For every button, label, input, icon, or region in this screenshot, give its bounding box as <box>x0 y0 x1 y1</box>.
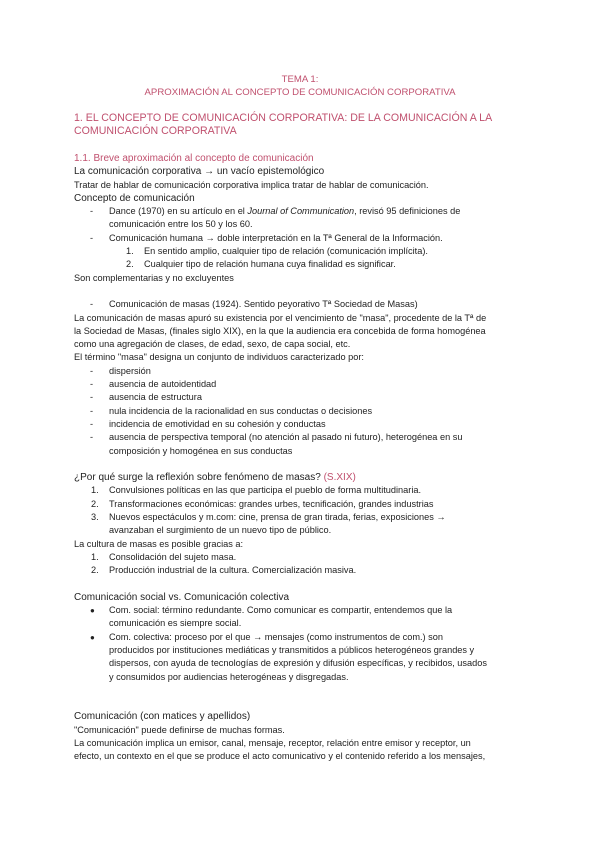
social-vs-line: Comunicación social vs. Comunicación colectiva <box>74 591 290 603</box>
dash-marker: - <box>90 206 94 217</box>
motivo-text: Transformaciones económicas: grandes urbes, tecnificación, grandes industrias <box>109 498 434 509</box>
complementarias-line: Son complementarias y no excluyentes <box>74 272 234 283</box>
dash-marker: - <box>90 432 94 443</box>
colectiva-text: Com. colectiva: proceso por el que → mensajes (como instrumentos de com.) son <box>109 631 443 642</box>
list-item <box>74 378 534 391</box>
implica-line-2: efecto, un contexto en el que se produce el acto comunicativo y el contenido referido a los mensajes, <box>74 751 486 762</box>
numbered-item <box>74 511 534 538</box>
tema-label: TEMA 1: <box>281 74 319 85</box>
number-marker: 1. <box>126 246 134 257</box>
list-item-humana <box>74 232 534 245</box>
list-item <box>74 431 534 458</box>
dash-marker: - <box>90 299 94 310</box>
tratar-line: Tratar de hablar de comunicación corporativa implica tratar de hablar de comunicación. <box>74 179 429 190</box>
rasgo-text: dispersión <box>109 365 151 376</box>
humana-text: Comunicación humana → doble interpretación en la Tª General de la Información. <box>109 232 443 243</box>
colectiva-cont: y consumidos por audiencias heterogéneas y disgregadas. <box>109 671 349 682</box>
section-body <box>74 152 534 764</box>
list-item <box>74 405 534 418</box>
number-marker: 2. <box>91 565 99 576</box>
list-item <box>74 418 534 431</box>
definirse-line: "Comunicación" puede definirse de muchas formas. <box>74 724 285 735</box>
number-marker: 1. <box>91 485 99 496</box>
rasgo-text: ausencia de estructura <box>109 392 202 403</box>
dash-marker: - <box>90 365 94 376</box>
number-marker: 2. <box>126 259 134 270</box>
number-marker: 2. <box>91 498 99 509</box>
perspectiva-text: ausencia de perspectiva temporal (no atención al pasado ni futuro), heterogénea en su <box>109 432 463 443</box>
motivo-text: Convulsiones políticas en las que participa el pueblo de forma multitudinaria. <box>109 485 422 496</box>
implica-line: La comunicación implica un emisor, canal, mensaje, receptor, relación entre emisor y receptor, un <box>74 738 471 749</box>
cultura-text: Producción industrial de la cultura. Comercialización masiva. <box>109 565 357 576</box>
masas-text: Comunicación de masas (1924). Sentido peyorativo Tª Sociedad de Masas) <box>109 299 418 310</box>
dash-marker: - <box>90 232 94 243</box>
perspectiva-cont: composición y homogénea en sus conductas <box>109 445 293 456</box>
concepto-line: Concepto de comunicación <box>74 192 195 204</box>
colectiva-cont: dispersos, con ayuda de tecnologías de expresión y difusión específicas, y recibidos, usados <box>109 658 487 669</box>
termino-line: El término "masa" designa un conjunto de individuos caracterizado por: <box>74 352 364 363</box>
dash-marker: - <box>90 418 94 429</box>
masas-paragraph-3: como una agregación de clases, de edad, sexo, de capa social, etc. <box>74 339 351 350</box>
journal-title: Journal of Communication <box>247 206 355 217</box>
masas-paragraph-1: La comunicación de masas apuró su existencia por el vencimiento de "masa", procedente de la Tª de <box>74 312 487 323</box>
porque-text: ¿Por qué surge la reflexión sobre fenómeno de masas? <box>74 472 324 484</box>
list-item <box>74 365 534 378</box>
rasgo-text: nula incidencia de la racionalidad en sus conductas o decisiones <box>109 405 373 416</box>
list-item-dance <box>74 205 534 232</box>
dash-marker: - <box>90 392 94 403</box>
dash-marker: - <box>90 405 94 416</box>
list-item <box>74 391 534 404</box>
motivo-text: Nuevos espectáculos y m.com: cine, prensa de gran tirada, ferias, exposiciones → <box>109 512 446 523</box>
numbered-item <box>74 484 534 497</box>
social-text: Com. social: término redundante. Como comunicar es compartir, entendemos que la <box>109 605 453 616</box>
numbered-item <box>74 564 534 577</box>
cualquier-text: Cualquier tipo de relación humana cuya finalidad es significar. <box>144 259 396 270</box>
porque-line <box>74 471 534 484</box>
subsection-heading: 1.1. Breve aproximación al concepto de comunicación <box>74 153 314 164</box>
sublist-item-1 <box>74 245 534 258</box>
section-heading: 1. EL CONCEPTO DE COMUNICACIÓN CORPORATIVA: DE LA COMUNICACIÓN A LA COMUNICACIÓN CORPORATIVA <box>74 112 492 137</box>
motivo-cont: avanzaban el surgimiento de un nuevo tipo de público. <box>109 525 332 536</box>
bullet-marker: ● <box>90 606 95 616</box>
cultura-line: La cultura de masas es posible gracias a: <box>74 538 244 549</box>
dance-cont: comunicación entre los 50 y los 60. <box>109 219 253 230</box>
bullet-item <box>74 631 534 684</box>
document-title: APROXIMACIÓN AL CONCEPTO DE COMUNICACIÓN CORPORATIVA <box>144 87 456 98</box>
masas-paragraph-2: la Sociedad de Masas, (finales siglo XIX), en la que la audiencia era concebida de forma homogénea <box>74 325 486 336</box>
colectiva-cont: producidos por instituciones mediáticas y transmitidos a públicos heterogéneos grandes y <box>109 644 475 655</box>
bullet-item <box>74 604 534 631</box>
vacio-line: La comunicación corporativa → un vacío epistemológico <box>74 166 325 178</box>
cultura-text: Consolidación del sujeto masa. <box>109 551 237 562</box>
amplio-text: En sentido amplio, cualquier tipo de relación (comunicación implícita). <box>144 246 428 257</box>
numbered-item <box>74 551 534 564</box>
social-cont: comunicación es siempre social. <box>109 618 242 629</box>
dance-text-end: , revisó 95 definiciones de <box>354 206 461 217</box>
numbered-item <box>74 498 534 511</box>
number-marker: 1. <box>91 551 99 562</box>
sublist-item-2 <box>74 258 534 271</box>
number-marker: 3. <box>91 512 99 523</box>
porque-sxix: (S.XIX) <box>323 472 356 484</box>
rasgo-text: incidencia de emotividad en su cohesión y conductas <box>109 418 326 429</box>
rasgo-text: ausencia de autoidentidad <box>109 379 217 390</box>
bullet-marker: ● <box>90 632 95 642</box>
matices-line: Comunicación (con matices y apellidos) <box>74 711 251 723</box>
list-item-masas <box>74 298 534 311</box>
dash-marker: - <box>90 379 94 390</box>
dance-text: Dance (1970) en su artículo en el <box>109 206 248 217</box>
